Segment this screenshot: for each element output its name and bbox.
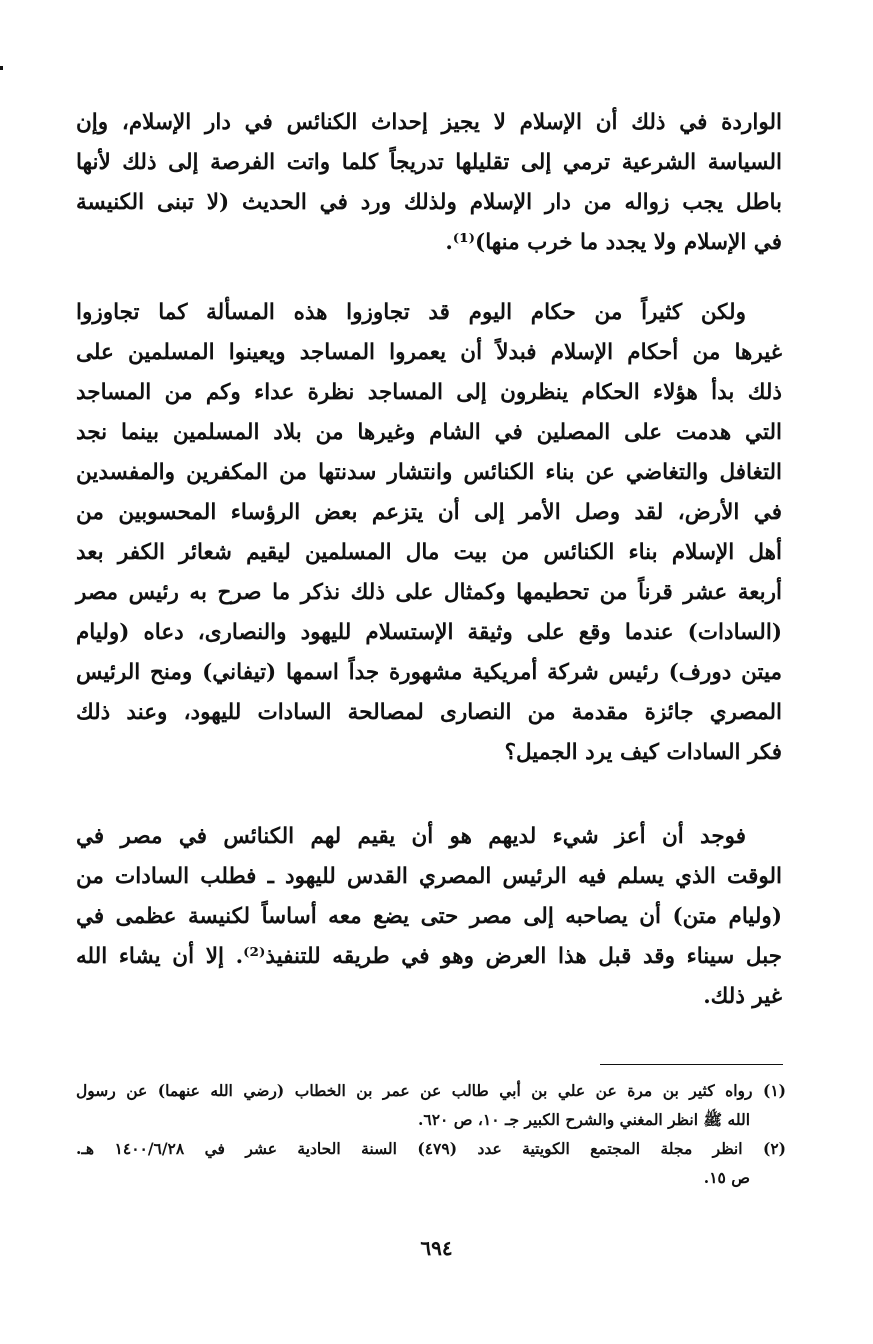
text-line: الواردة في ذلك أن الإسلام لا يجيز إحداث الكنائس في دار الإسلام، وإن xyxy=(76,110,782,135)
text-line: السياسة الشرعية ترمي إلى تقليلها تدريجاً كلما واتت الفرصة إلى ذلك لأنها xyxy=(76,150,782,175)
text-line: أهل الإسلام بناء الكنائس من بيت مال المسلمين ليقيم شعائر الكفر بعد xyxy=(76,540,782,565)
footnote-line: (٢) انظر مجلة المجتمع الكويتية عدد (٤٧٩) السنة الحادية عشر في ١٤٠٠/٦/٢٨ هـ. xyxy=(76,1139,786,1158)
body-paragraph xyxy=(76,103,782,263)
footnote-1 xyxy=(76,1076,786,1134)
text-line: غيرها من أحكام الإسلام فبدلاً أن يعمروا المساجد ويعينوا المسلمين على xyxy=(76,340,782,365)
text-line: الوقت الذي يسلم فيه الرئيس المصري القدس لليهود ـ فطلب السادات من xyxy=(76,864,782,889)
footnote-line: ص ١٥. xyxy=(703,1168,750,1187)
text-line: التغافل والتغاضي عن بناء الكنائس وانتشار سدنتها من المكفرين والمفسدين xyxy=(76,460,782,485)
text-line: باطل يجب زواله من دار الإسلام ولذلك ورد في الحديث (لا تبنى الكنيسة xyxy=(76,190,782,215)
page-number: ٦٩٤ xyxy=(420,1236,453,1260)
footnotes xyxy=(76,1076,786,1192)
text-line: أربعة عشر قرناً من تحطيمها وكمثال على ذلك نذكر ما صرح به رئيس مصر xyxy=(76,580,782,605)
text-line: ميتن دورف) رئيس شركة أمريكية مشهورة جداً اسمها (تيفاني) ومنح الرئيس xyxy=(76,660,782,685)
text-line: (وليام متن) أن يصاحبه إلى مصر حتى يضع معه أساساً لكنيسة عظمى في xyxy=(76,904,782,929)
footnote-line: الله ﷺ انظر المغني والشرح الكبير جـ ١٠، ص ٦٢٠. xyxy=(417,1110,750,1129)
text-line: ذلك بدأ هؤلاء الحكام ينظرون إلى المساجد نظرة عداء وكم من المساجد xyxy=(76,380,782,405)
text-line: ولكن كثيراً من حكام اليوم قد تجاوزوا هذه المسألة كما تجاوزوا xyxy=(76,300,746,325)
text-line: في الأرض، لقد وصل الأمر إلى أن يتزعم بعض الرؤساء المحسوبين من xyxy=(76,500,782,525)
text-line: فكر السادات كيف يرد الجميل؟ xyxy=(504,740,782,765)
text-line: (السادات) عندما وقع على وثيقة الإستسلام لليهود والنصارى، دعاه (وليام xyxy=(76,620,782,645)
footnote-2 xyxy=(76,1134,786,1192)
footnote-separator xyxy=(600,1064,783,1065)
text-line: في الإسلام ولا يجدد ما خرب منها)⁽¹⁾. xyxy=(445,230,782,255)
footnote-line: (١) رواه كثير بن مرة عن علي بن أبي طالب عن عمر بن الخطاب (رضي الله عنهما) عن رسول xyxy=(76,1081,786,1100)
text-line: المصري جائزة مقدمة من النصارى لمصالحة السادات لليهود، وعند ذلك xyxy=(76,700,782,725)
scan-edge-mark xyxy=(0,66,3,70)
body-paragraph xyxy=(76,817,782,1017)
text-line: فوجد أن أعز شيء لديهم هو أن يقيم لهم الكنائس في مصر في xyxy=(76,824,746,849)
text-line: جبل سيناء وقد قبل هذا العرض وهو في طريقه للتنفيذ⁽²⁾. إلا أن يشاء الله xyxy=(76,944,782,969)
text-line: غير ذلك. xyxy=(703,984,782,1009)
body-paragraph xyxy=(76,293,782,773)
text-line: التي هدمت على المصلين في الشام وغيرها من بلاد المسلمين بينما نجد xyxy=(76,420,782,445)
